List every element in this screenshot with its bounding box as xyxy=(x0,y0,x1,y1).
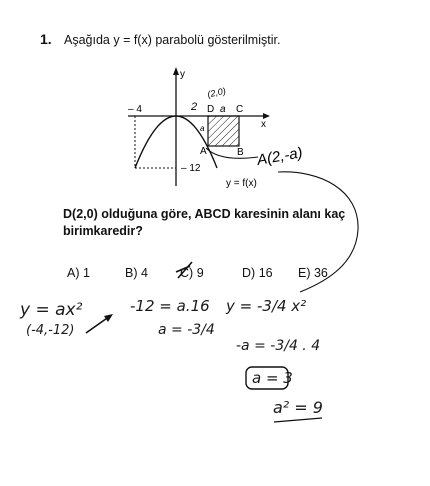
hand-eq1: y = ax² xyxy=(20,300,83,320)
choice-b-letter: B) xyxy=(125,266,138,280)
hand-a-label: a xyxy=(220,104,226,115)
choice-c[interactable] xyxy=(180,266,204,280)
point-c-label: C xyxy=(236,104,244,115)
question-prompt xyxy=(63,206,383,240)
choice-b-value: 4 xyxy=(140,266,148,280)
curve-label: y = f(x) xyxy=(226,178,257,189)
prompt-line-2: birimkaredir? xyxy=(63,224,143,238)
hand-arrow-head xyxy=(104,314,113,322)
point-b-label: B xyxy=(237,147,244,158)
choice-b[interactable] xyxy=(125,266,148,280)
hand-pointer-line xyxy=(206,148,258,158)
y-tick-label: – 12 xyxy=(181,163,201,174)
choice-e-letter: E) xyxy=(298,266,311,280)
question-text: Aşağıda y = f(x) parabolü gösterilmiştir. xyxy=(64,33,281,47)
x-axis-label: x xyxy=(261,119,266,130)
choice-d-value: 16 xyxy=(258,266,273,280)
hand-a-left: a xyxy=(200,124,205,133)
x-tick-label: – 4 xyxy=(128,104,142,115)
choice-d[interactable] xyxy=(242,266,273,280)
choice-e-value: 36 xyxy=(313,266,328,280)
choice-c-letter: C) xyxy=(180,266,194,280)
prompt-line-1: D(2,0) olduğuna göre, ABCD karesinin alanı kaç xyxy=(63,207,346,221)
hand-eq5: -a = -3/4 . 4 xyxy=(236,338,321,354)
choice-d-letter: D) xyxy=(242,266,256,280)
hand-d-coord: (2,0) xyxy=(206,85,227,100)
hand-eq4: y = -3/4 x² xyxy=(226,297,307,315)
y-axis-label: y xyxy=(180,69,185,80)
choice-c-value: 9 xyxy=(196,266,204,280)
hand-eq2: -12 = a.16 xyxy=(130,297,210,315)
choice-a[interactable] xyxy=(67,266,90,280)
hand-final: a² = 9 xyxy=(273,398,323,417)
square-abcd xyxy=(208,116,239,146)
hand-eq3: a = -3/4 xyxy=(158,322,215,338)
hand-point: (-4,-12) xyxy=(26,323,75,338)
y-axis-arrow xyxy=(173,67,179,75)
hand-a-point: A(2,-a) xyxy=(255,144,304,169)
hand-result: a = 3 xyxy=(252,369,293,387)
question-number: 1. xyxy=(40,31,52,47)
point-d-label: D xyxy=(207,104,215,115)
final-underline xyxy=(274,418,322,422)
choice-e[interactable] xyxy=(298,266,328,280)
hand-two-label: 2 xyxy=(191,101,198,113)
point-a-label: A xyxy=(200,146,207,157)
choice-a-value: 1 xyxy=(82,266,90,280)
choice-a-letter: A) xyxy=(67,266,80,280)
